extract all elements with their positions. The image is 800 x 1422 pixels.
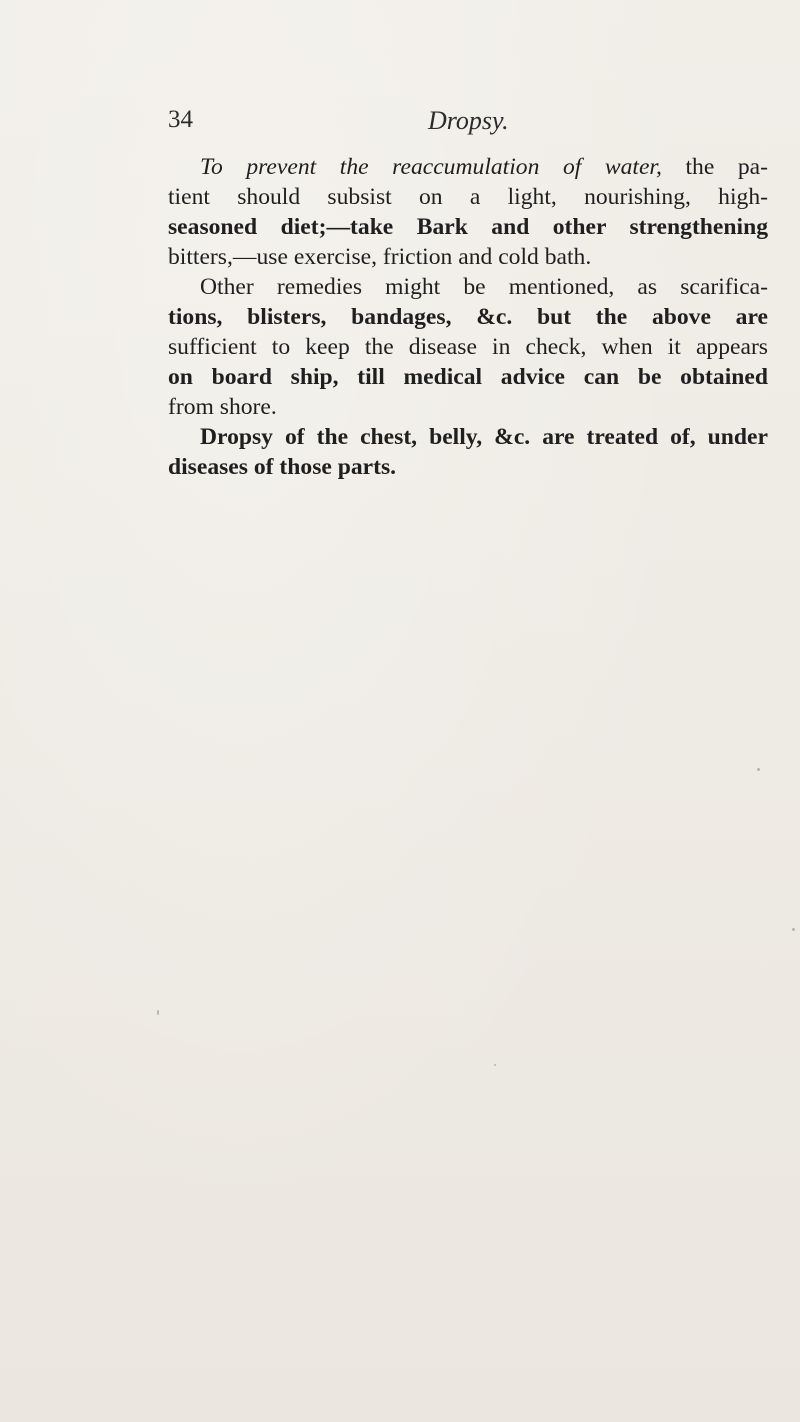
paragraph-line: tient should subsist on a light, nourishing, high- bbox=[168, 184, 768, 210]
paragraph-line: Other remedies might be mentioned, as scarifica- bbox=[200, 274, 768, 300]
paragraph-line: from shore. bbox=[168, 394, 277, 420]
paper-speck bbox=[792, 928, 795, 931]
paragraph-line: sufficient to keep the disease in check, when it appears bbox=[168, 334, 768, 360]
page-number: 34 bbox=[168, 106, 193, 133]
paragraph-3 bbox=[168, 422, 768, 482]
running-title: Dropsy. bbox=[428, 106, 509, 135]
paragraph-line: on board ship, till medical advice can be obtained bbox=[168, 364, 768, 390]
paragraph-line: Dropsy of the chest, belly, &c. are treated of, under bbox=[200, 424, 768, 450]
paper-speck bbox=[494, 1064, 496, 1066]
paragraph-line bbox=[168, 152, 768, 182]
line-text: the pa- bbox=[661, 154, 769, 180]
body-text bbox=[168, 152, 768, 482]
paper-speck bbox=[157, 1010, 159, 1015]
paragraph-1 bbox=[168, 152, 768, 272]
italic-phrase: To prevent the reaccumulation of water, bbox=[200, 154, 662, 180]
paragraph-line: bitters,—use exercise, friction and cold bath. bbox=[168, 244, 592, 270]
running-head bbox=[168, 106, 768, 146]
paragraph-line: diseases of those parts. bbox=[168, 454, 397, 480]
paragraph-line: seasoned diet;—take Bark and other strengthening bbox=[168, 214, 768, 240]
paragraph-2 bbox=[168, 272, 768, 422]
paragraph-line: tions, blisters, bandages, &c. but the above are bbox=[168, 304, 768, 330]
paper-speck bbox=[757, 768, 760, 771]
